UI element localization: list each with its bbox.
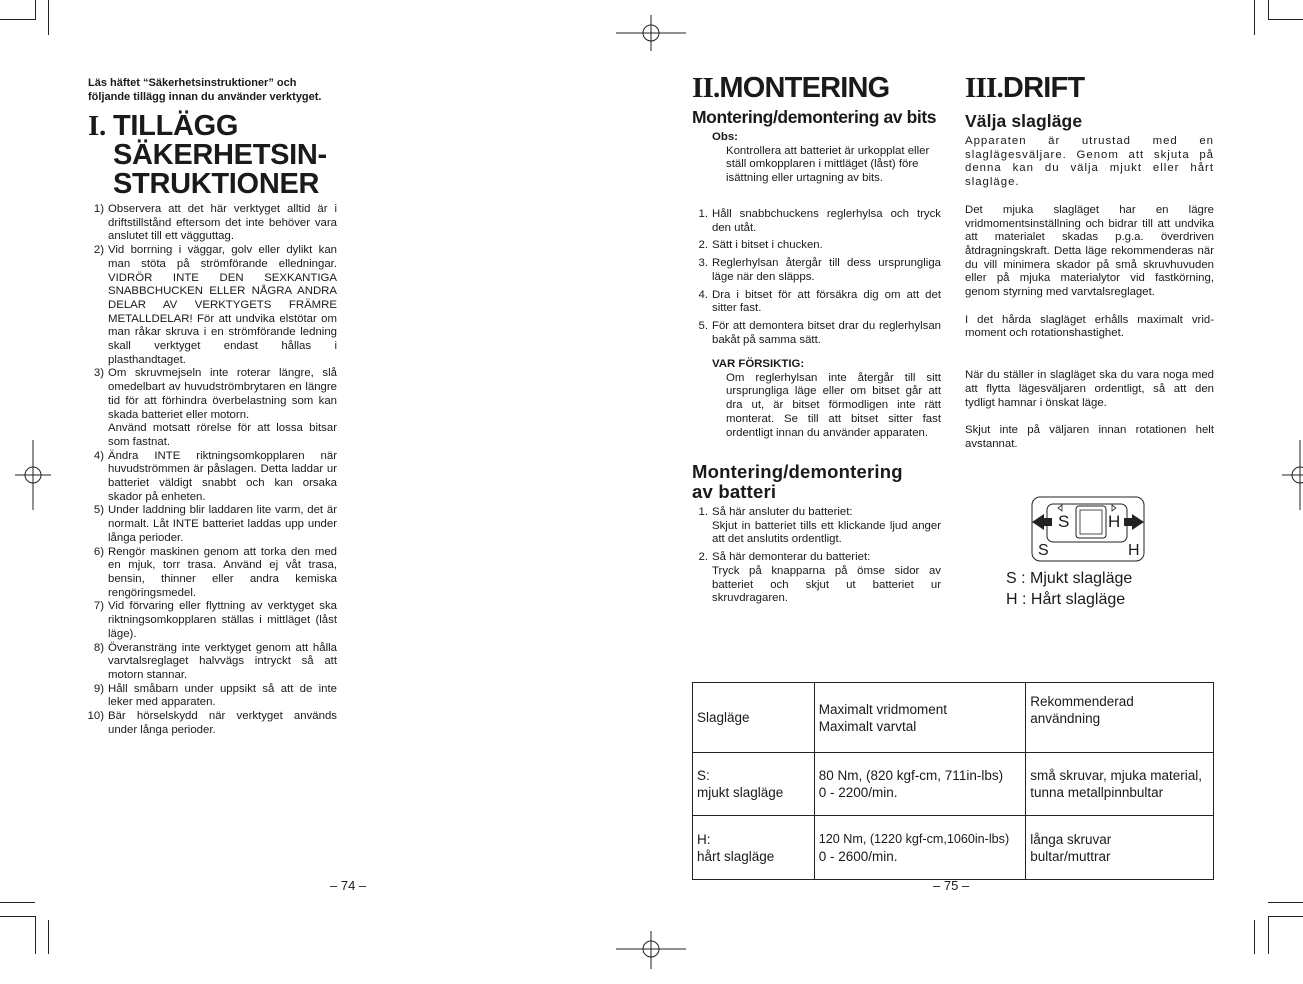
intro-text: Läs häftet “Säkerhetsinstruktioner” och följande tillägg innan du använder verktyget. xyxy=(88,77,322,103)
list-item xyxy=(692,208,941,235)
cell-line: bultar/muttrar xyxy=(1030,848,1111,864)
switch-label-h: H xyxy=(1108,512,1121,531)
spec-table xyxy=(692,682,1214,880)
drift-text xyxy=(965,135,1214,452)
registration-mark-bottom xyxy=(616,914,686,984)
cell-line: 0 - 2600/min. xyxy=(818,848,898,864)
obs-text: Kontrollera att batteriet är urkopplat eller ställ omkopplaren i mittläget (låst) före isättning eller urtagning av bits. xyxy=(726,144,930,185)
item-number: 4) xyxy=(93,449,104,462)
switch-bottom-s: S xyxy=(1038,542,1049,559)
item-text: Om skruvmejseln inte roterar längre, slå omedelbart av huvudströmbrytaren en längre tid för att förhindra överbelastning som kan skada batteriet eller motorn. xyxy=(108,367,337,421)
step-number: 5. xyxy=(698,319,708,332)
cell-line: Maximalt varvtal xyxy=(818,718,917,734)
table-cell xyxy=(1026,683,1214,753)
cell-line: Slagläge xyxy=(697,710,750,725)
list-item xyxy=(88,504,337,545)
table-cell xyxy=(814,753,1026,816)
item-number: 7) xyxy=(93,600,104,613)
subheading-line: Montering/demontering xyxy=(692,461,903,482)
table-cell xyxy=(814,816,1026,880)
list-item xyxy=(88,546,337,601)
heading-number: III. xyxy=(965,72,1003,104)
paragraph: Apparaten är utrustad med en slaglägesväljare. Genom att skjuta på denna kan du välja mjukt eller hårt slagläge. xyxy=(965,135,1214,189)
safety-list xyxy=(88,203,337,737)
item-text: Håll småbarn under uppsikt så att de inte leker med apparaten. xyxy=(108,682,337,709)
list-item xyxy=(692,239,941,253)
heading-number: II. xyxy=(692,72,720,104)
item-text: Vid borrning i väggar, golv eller dylikt kan man stöta på strömförande elledningar. VIDRÖR INTE DEN SEXKANTIGA SNABBCHUCKEN ELLER NÅGRA ANDRA DELAR AV VERKTYGETS FRÄMRE METALLDELAR! För att undvika elstötar om man råkar skruva i en strömförande ledning skall verktyget endast hållas i plasthandtaget. xyxy=(108,244,337,366)
caution-text: Om reglerhylsan inte återgår till sitt ursprungliga läge eller om bitset går att dra ut, är bitset förmodligen inte rätt monterat. Se till att bitset sitter fast ordentligt innan du använder apparaten. xyxy=(726,371,941,439)
list-item xyxy=(88,203,337,244)
table-row xyxy=(693,816,1214,880)
cell-line: användning xyxy=(1030,711,1101,726)
step-text: För att demontera bitset drar du reglerhylsan bakåt på samma sätt. xyxy=(712,319,941,346)
list-item xyxy=(88,710,337,737)
step-text: Håll snabbchuckens reglerhylsa och tryck den utåt. xyxy=(712,208,941,234)
item-text: Ändra INTE riktningsomkopplaren när huvudströmmen är påslagen. Detta laddar ur batteriet väldigt snabbt och kan orsaka skador på enheten. xyxy=(108,449,337,503)
section-heading-montering xyxy=(692,74,942,103)
cell-line: 120 Nm, (1220 kgf-cm,1060in-lbs) xyxy=(818,831,1010,846)
paragraph: Skjut inte på väljaren innan rotationen helt avstannat. xyxy=(965,424,1214,450)
section-heading-tillagg xyxy=(88,112,348,199)
cell-line: tunna metallpinnbultar xyxy=(1030,785,1164,800)
section-drift xyxy=(965,74,1215,131)
cell-line: 0 - 2200/min. xyxy=(818,785,898,800)
caution-label: VAR FÖRSIKTIG: xyxy=(712,358,805,370)
step-number: 2. xyxy=(698,239,708,252)
cell-line: Rekommenderad xyxy=(1030,694,1134,709)
table-cell xyxy=(693,753,815,816)
subheading-bits: Montering/demontering av bits xyxy=(692,107,937,127)
subheading-slaglage: Välja slagläge xyxy=(965,111,1083,131)
legend-s: S : Mjukt slagläge xyxy=(1006,570,1133,587)
page-number-right: – 75 – xyxy=(933,878,970,893)
list-item xyxy=(88,683,337,710)
item-text: Rengör maskinen genom att torka den med en mjuk, torr trasa. Använd ej våt trasa, bensin, thinner eller andra kemiska rengöringsmedel. xyxy=(108,545,337,599)
table-cell xyxy=(1026,816,1214,880)
cell-line: mjukt slagläge xyxy=(697,785,784,800)
cell-line: hårt slagläge xyxy=(697,848,775,864)
bits-steps xyxy=(692,208,941,351)
cell-line: 80 Nm, (820 kgf-cm, 711in-lbs) xyxy=(818,768,1004,783)
list-item xyxy=(88,244,337,367)
legend-h: H : Hårt slagläge xyxy=(1006,591,1126,608)
subheading-line: av batteri xyxy=(692,481,777,502)
item-extra-text: Använd motsatt rörelse för att lossa bitsar som fastnat. xyxy=(108,422,337,448)
heading-text: DRIFT xyxy=(1002,72,1085,104)
item-text: Överansträng inte verktyget genom att hålla varvtalsreglaget halvvägs intryckt så att motorn stannar. xyxy=(108,641,337,681)
item-number: 6) xyxy=(93,545,104,558)
switch-legend xyxy=(1006,568,1132,610)
obs-label: Obs: xyxy=(712,131,738,143)
table-cell xyxy=(693,683,815,753)
step-text: Dra i bitset för att försäkra dig om att det sitter fast. xyxy=(712,288,941,315)
mode-switch-diagram xyxy=(1030,496,1146,562)
obs-note xyxy=(712,131,941,186)
step-label: Så här ansluter du batteriet: xyxy=(712,506,853,518)
table-cell xyxy=(814,683,1026,753)
list-item xyxy=(692,257,941,284)
step-text: Skjut in batteriet tills ett klickande ljud anger att det anslutits ordentligt. xyxy=(712,519,941,546)
step-text: Reglerhylsan återgår till dess ursprungliga läge när den släpps. xyxy=(712,257,941,283)
table-row xyxy=(693,683,1214,753)
heading-text: MONTERING xyxy=(719,72,890,104)
heading-line: TILLÄGG xyxy=(113,110,239,142)
list-item xyxy=(692,551,941,606)
table-row xyxy=(693,753,1214,816)
cell-line: små skruvar, mjuka material, xyxy=(1030,768,1203,783)
registration-mark-top xyxy=(616,0,686,70)
table-cell xyxy=(1026,753,1214,816)
subheading-battery xyxy=(692,462,942,502)
item-number: 3) xyxy=(93,367,104,380)
cell-line: S: xyxy=(697,768,710,783)
heading-number: I. xyxy=(88,110,106,142)
step-number: 1. xyxy=(698,506,708,518)
table-cell xyxy=(693,816,815,880)
item-number: 9) xyxy=(93,682,104,695)
item-number: 8) xyxy=(93,641,104,654)
step-number: 1. xyxy=(698,208,708,220)
item-text: Under laddning blir laddaren lite varm, det är normalt. Låt INTE batteriet laddas upp under långa perioder. xyxy=(108,504,337,544)
switch-label-s: S xyxy=(1058,512,1070,531)
step-label: Så här demonterar du batteriet: xyxy=(712,551,871,564)
paragraph: När du ställer in slagläget ska du vara noga med att flytta lägesväljaren ordentligt, så att den tydligt hamnar i önskat läge. xyxy=(965,369,1214,409)
heading-line: SÄKERHETSIN- xyxy=(113,139,327,171)
paragraph: Det mjuka slagläget har en lägre vridmomentsinställning och bidrar till att undvika att materialet skadas p.g.a. överdriven åtdragningskraft. Detta läge rekommenderas när du vill minimera skador på små skruvhuvuden eller på mjuka materialytor vid fastkörning, genom styrning med varvtalsreglaget. xyxy=(965,203,1214,299)
step-number: 3. xyxy=(698,257,708,270)
list-item xyxy=(88,450,337,505)
section-heading-drift xyxy=(965,74,1215,103)
item-text: Observera att det här verktyget alltid är i driftstillstånd eftersom det inte behöver vara anslutet till ett vägguttag. xyxy=(108,203,337,243)
item-number: 10) xyxy=(87,710,104,723)
caution-note xyxy=(712,358,941,440)
cell-line: långa skruvar xyxy=(1030,831,1112,847)
cell-line: Maximalt vridmoment xyxy=(818,701,948,717)
step-text: Sätt i bitset i chucken. xyxy=(712,239,823,252)
item-number: 1) xyxy=(93,203,104,215)
registration-mark-right xyxy=(1263,440,1303,510)
paragraph: I det hårda slagläget erhålls maximalt vrid-moment och rotationshastighet. xyxy=(965,313,1214,340)
item-number: 5) xyxy=(93,504,104,517)
heading-line: STRUKTIONER xyxy=(113,168,320,200)
list-item xyxy=(88,367,337,449)
registration-mark-left xyxy=(0,440,70,510)
list-item xyxy=(692,289,941,316)
battery-steps xyxy=(692,506,941,610)
step-number: 2. xyxy=(698,551,708,564)
step-number: 4. xyxy=(698,288,708,301)
list-item xyxy=(692,320,941,347)
item-number: 2) xyxy=(93,244,104,257)
item-text: Vid förvaring eller flyttning av verktyget ska riktningsomkopplaren ställas i mittläget (låst läge). xyxy=(108,600,337,640)
list-item xyxy=(88,642,337,683)
list-item xyxy=(692,506,941,547)
switch-bottom-h: H xyxy=(1128,542,1140,559)
cell-line: H: xyxy=(697,831,711,847)
step-text: Tryck på knapparna på ömse sidor av batteriet och skjut ut batteriet ur skruvdragaren. xyxy=(712,564,941,605)
page-number-left: – 74 – xyxy=(330,878,367,893)
list-item xyxy=(88,600,337,641)
section-montering xyxy=(692,74,942,127)
item-text: Bär hörselskydd när verktyget används under långa perioder. xyxy=(108,710,337,736)
